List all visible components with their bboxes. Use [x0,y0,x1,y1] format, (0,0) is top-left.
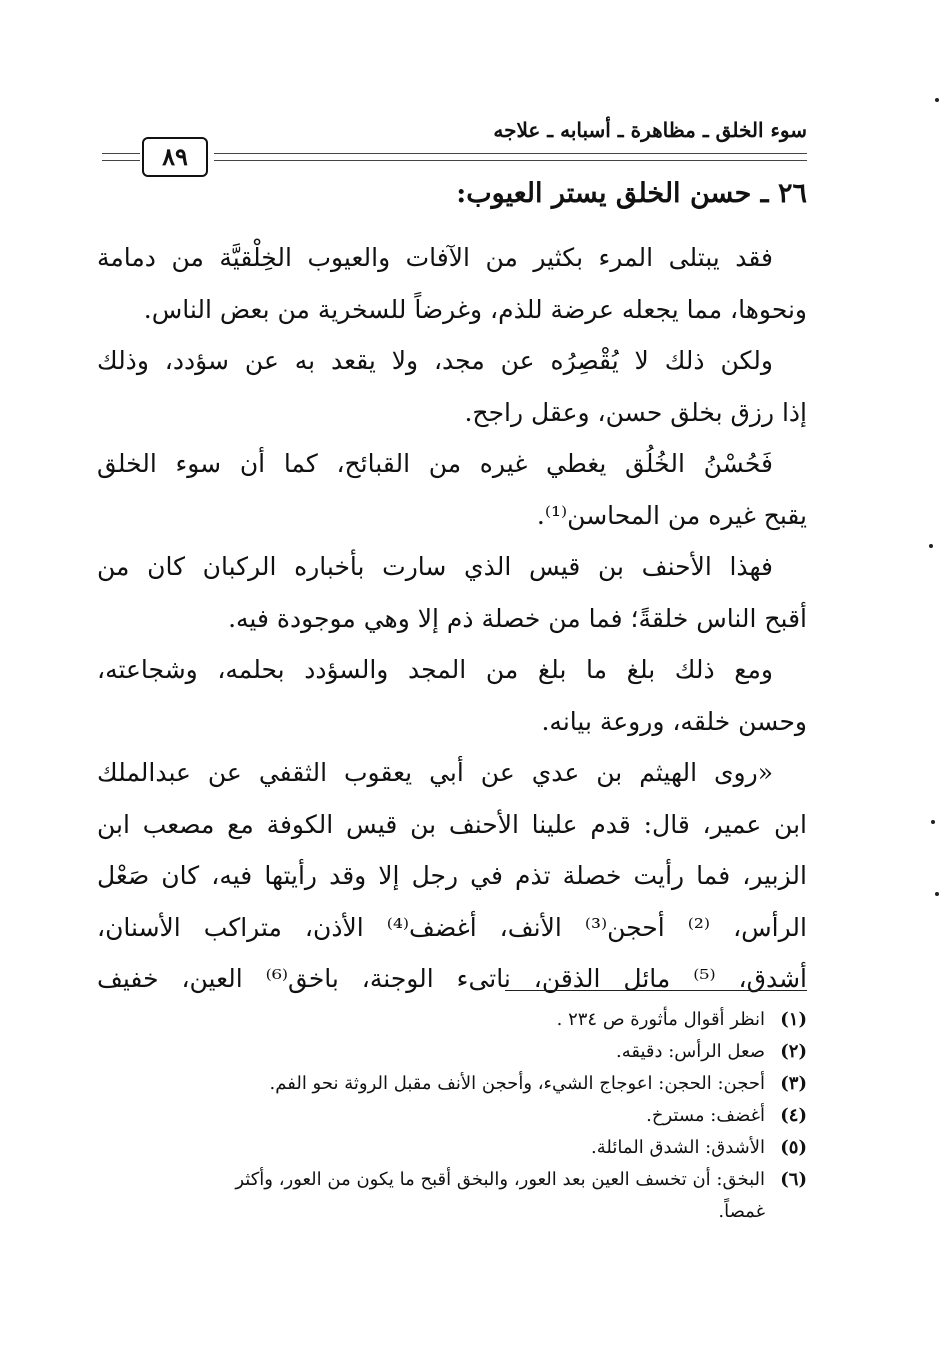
footnote-text: صعل الرأس: دقيقه. [615,1041,765,1062]
footnote-item [97,1068,807,1100]
footnote-item [97,1164,807,1196]
header-rule-right [214,153,807,161]
footnote-item [97,1132,807,1164]
header-rule-left [102,153,140,161]
footnote-number: (٣) [780,1073,807,1094]
body-line: الرأس، ⁽²⁾ أحجن⁽³⁾ الأنف، أغضف⁽⁴⁾ الأذن، متراكب الأسنان، [97,912,807,942]
footnotes [97,1004,807,1228]
footnote-text: أغضف: مسترخ. [646,1105,765,1126]
body-line: ونحوها، مما يجعله عرضة للذم، وغرضاً للسخرية من بعض الناس. [143,294,807,324]
page-number: ٨٩ [142,137,208,177]
footnote-text: أحجن: الحجن: اعوجاج الشيء، وأحجن الأنف مقبل الروثة نحو الفم. [269,1073,765,1094]
scan-speck [931,820,935,824]
body-text [97,232,807,1005]
body-line: فَحُسْنُ الخُلُق يغطي غيره من القبائح، كما أن سوء الخلق [97,449,773,478]
footnote-text: انظر أقوال مأثورة ص ٢٣٤ . [556,1009,765,1030]
running-header-title: سوء الخلق ـ مظاهرة ـ أسبابه ـ علاجه [493,118,807,142]
footnote-separator [505,990,807,991]
footnote-text: الأشدق: الشدق المائلة. [591,1137,765,1158]
body-line: إذا رزق بخلق حسن، وعقل راجح. [464,397,807,427]
scan-speck [935,98,939,102]
scan-speck [929,544,933,548]
body-line: يقبح غيره من المحاسن⁽¹⁾. [536,500,807,530]
footnote-continuation: غمصاً. [718,1201,765,1222]
footnote-number: (٥) [780,1137,807,1158]
body-line: أقبح الناس خلقةً؛ فما من خصلة ذم إلا وهي موجودة فيه. [228,603,807,633]
footnote-item [97,1004,807,1036]
body-line: فقد يبتلى المرء بكثير من الآفات والعيوب الخِلْقيَّة من دمامة [97,243,773,272]
section-title: ٢٦ ـ حسن الخلق يستر العيوب: [456,178,807,209]
body-line: ومع ذلك بلغ ما بلغ من المجد والسؤدد بحلمه، وشجاعته، [97,655,773,684]
scan-speck [935,892,939,896]
body-line: وحسن خلقه، وروعة بيانه. [541,706,807,736]
footnote-item [97,1100,807,1132]
body-line: الزبير، فما رأيت خصلة تذم في رجل إلا وقد رأيتها فيه، كان صَعْل [97,861,807,890]
footnote-number: (٦) [780,1169,807,1190]
footnote-number: (٢) [780,1041,807,1062]
body-line: فهذا الأحنف بن قيس الذي سارت بأخباره الركبان كان من [97,552,773,581]
body-line: ولكن ذلك لا يُقْصِرُه عن مجد، ولا يقعد به عن سؤدد، وذلك [97,346,773,375]
footnote-text: البخق: أن تخسف العين بعد العور، والبخق أقبح ما يكون من العور، وأكثر [235,1169,765,1190]
body-line: ابن عمير، قال: قدم علينا الأحنف بن قيس الكوفة مع مصعب ابن [97,809,807,839]
body-line: أشدق، ⁽⁵⁾ مائل الذقن، ناتىء الوجنة، باخق⁽⁶⁾ العين، خفيف [97,964,807,993]
footnote-number: (٤) [780,1105,807,1126]
footnote-item [97,1036,807,1068]
body-line: «روى الهيثم بن عدي عن أبي يعقوب الثقفي عن عبدالملك [97,758,773,787]
footnote-number: (١) [780,1009,807,1030]
